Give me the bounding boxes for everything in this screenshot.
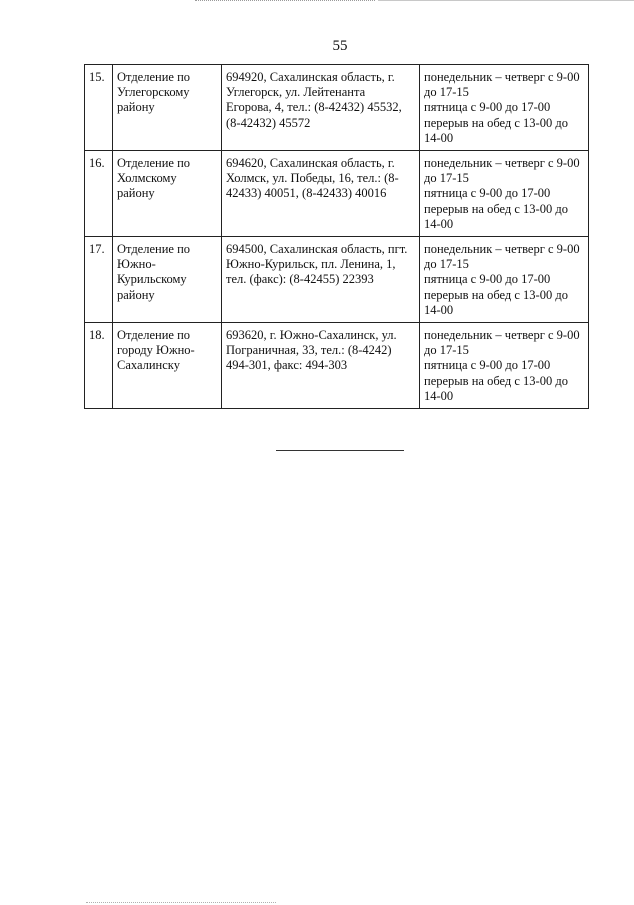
table-row bbox=[85, 323, 589, 409]
office-address: 693620, г. Южно-Сахалинск, ул. Пограничная, 33, тел.: (8-4242) 494-301, факс: 494-303 bbox=[222, 323, 420, 409]
table-row bbox=[85, 151, 589, 237]
row-number: 15. bbox=[85, 65, 113, 151]
office-name: Отделение по Углегорскому району bbox=[113, 65, 222, 151]
office-name: Отделение по Южно- Курильскому району bbox=[113, 237, 222, 323]
office-address: 694620, Сахалинская область, г. Холмск, ул. Победы, 16, тел.: (8- 42433) 40051, (8-42433) 40016 bbox=[222, 151, 420, 237]
office-hours: понедельник – четверг с 9-00 до 17-15 пятница с 9-00 до 17-00 перерыв на обед с 13-00 до 14-00 bbox=[420, 323, 589, 409]
office-hours: понедельник – четверг с 9-00 до 17-15 пятница с 9-00 до 17-00 перерыв на обед с 13-00 до 14-00 bbox=[420, 237, 589, 323]
office-name: Отделение по Холмскому району bbox=[113, 151, 222, 237]
office-hours: понедельник – четверг с 9-00 до 17-15 пятница с 9-00 до 17-00 перерыв на обед с 13-00 до 14-00 bbox=[420, 65, 589, 151]
offices-table bbox=[84, 64, 589, 409]
office-address: 694920, Сахалинская область, г. Углегорск, ул. Лейтенанта Егорова, 4, тел.: (8-42432) 45532, (8-42432) 45572 bbox=[222, 65, 420, 151]
office-name: Отделение по городу Южно- Сахалинску bbox=[113, 323, 222, 409]
table-row bbox=[85, 237, 589, 323]
office-address: 694500, Сахалинская область, пгт. Южно-Курильск, пл. Ленина, 1, тел. (факс): (8-42455) 22393 bbox=[222, 237, 420, 323]
scan-artifact-top bbox=[195, 0, 375, 5]
row-number: 16. bbox=[85, 151, 113, 237]
scan-artifact-top-right bbox=[378, 0, 634, 3]
row-number: 18. bbox=[85, 323, 113, 409]
end-rule bbox=[276, 450, 404, 451]
row-number: 17. bbox=[85, 237, 113, 323]
page-number: 55 bbox=[332, 38, 348, 54]
scan-artifact-bottom bbox=[86, 902, 276, 903]
table-row bbox=[85, 65, 589, 151]
office-hours: понедельник – четверг с 9-00 до 17-15 пятница с 9-00 до 17-00 перерыв на обед с 13-00 до 14-00 bbox=[420, 151, 589, 237]
